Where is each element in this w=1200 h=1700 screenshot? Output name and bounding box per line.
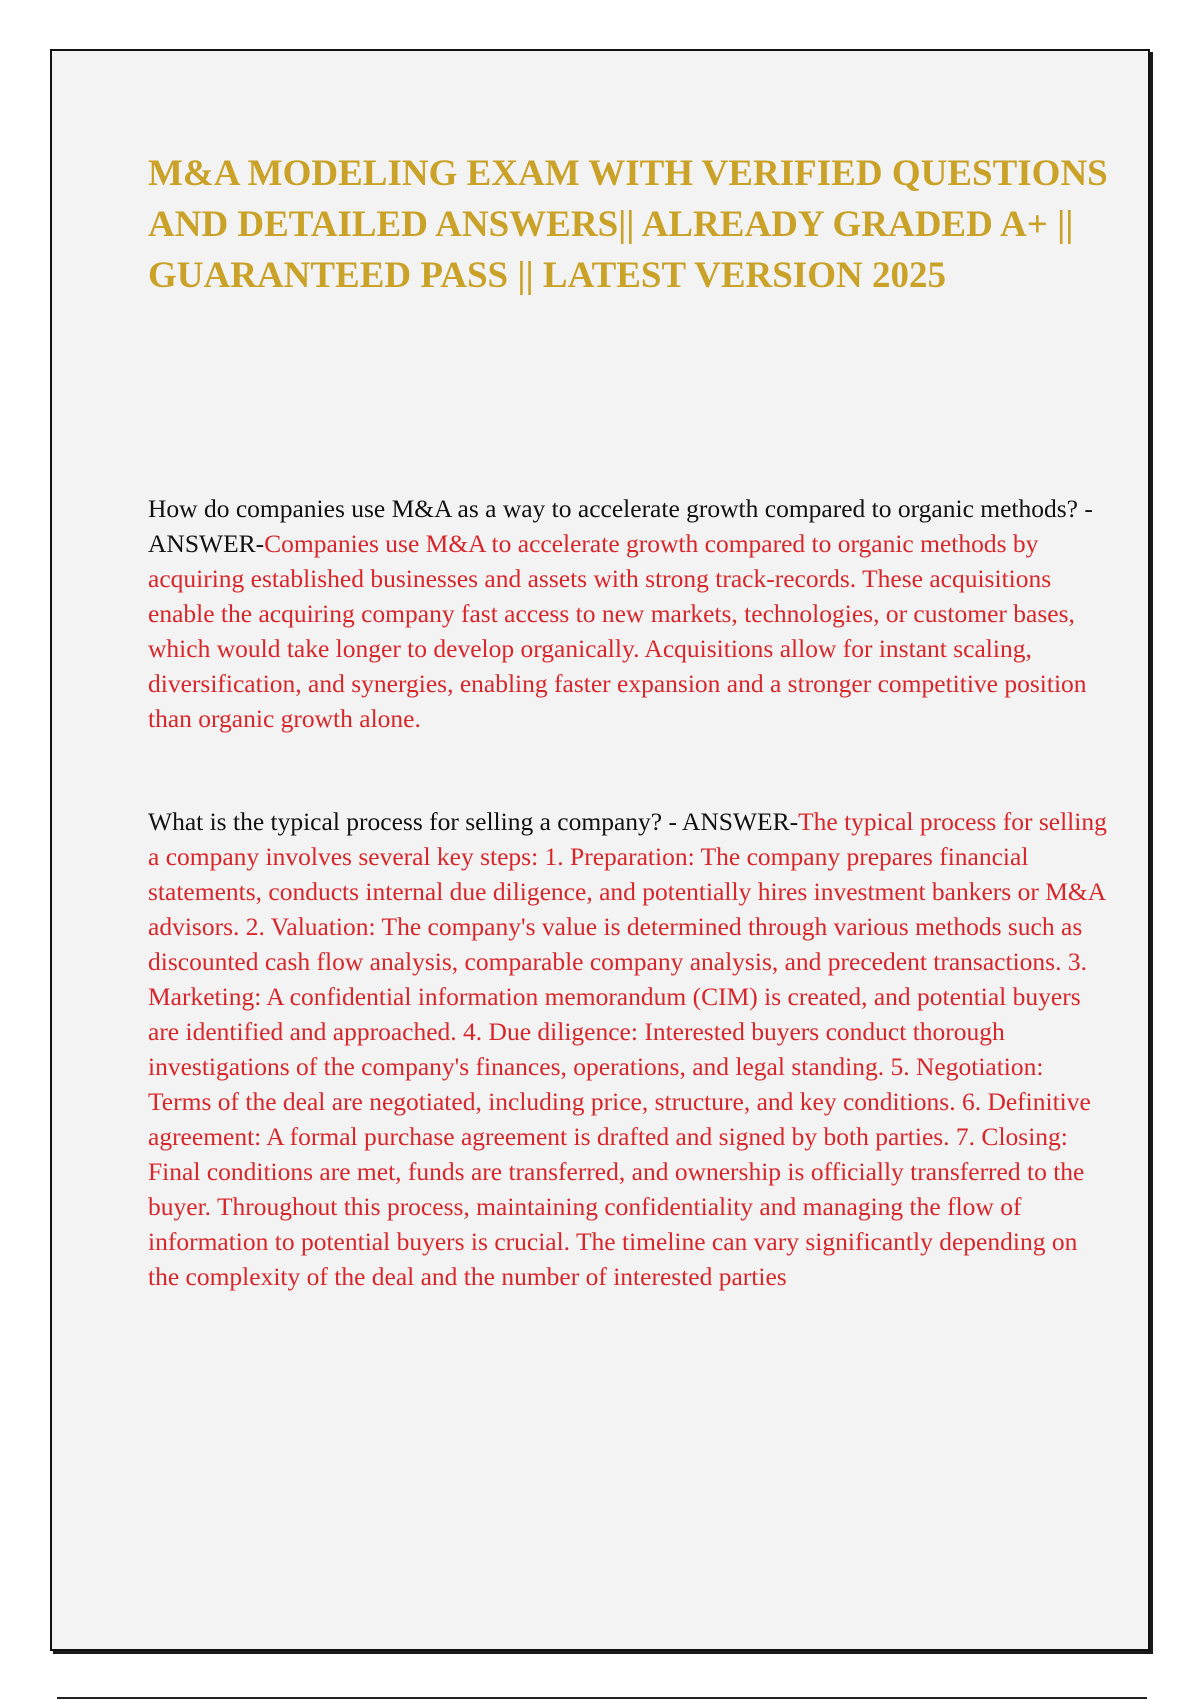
page-content xyxy=(148,148,1108,1294)
answer-text: The typical process for selling a company involves several key steps: 1. Preparation: The company prepares financial statements, conducts internal due diligence, and potentially hires investment bankers or M&A advisors. 2. Valuation: The company's value is determined through various methods such as discounted cash flow analysis, comparable company analysis, and precedent transactions. 3. Marketing: A confidential information memorandum (CIM) is created, and potential buyers are identified and approached. 4. Due diligence: Interested buyers conduct thorough investigations of the company's finances, operations, and legal standing. 5. Negotiation: Terms of the deal are negotiated, including price, structure, and key conditions. 6. Definitive agreement: A formal purchase agreement is drafted and signed by both parties. 7. Closing: Final conditions are met, funds are transferred, and ownership is officially transferred to the buyer. Throughout this process, maintaining confidentiality and managing the flow of information to potential buyers is crucial. The timeline can vary significantly depending on the complexity of the deal and the number of interested parties xyxy=(148,807,1107,1291)
next-page-top-border xyxy=(57,1697,1147,1699)
question-text: How do companies use M&A as a way to accelerate growth compared to organic methods? - ANSWER- xyxy=(148,494,1093,558)
answer-text: Companies use M&A to accelerate growth compared to organic methods by acquiring established businesses and assets with strong track-records. These acquisitions enable the acquiring company fast access to new markets, technologies, or customer bases, which would take longer to develop organically. Acquisitions allow for instant scaling, diversification, and synergies, enabling faster expansion and a stronger competitive position than organic growth alone. xyxy=(148,529,1087,733)
question-text: What is the typical process for selling a company? - ANSWER- xyxy=(148,807,799,836)
document-page xyxy=(50,49,1150,1651)
qa-item-growth xyxy=(148,491,1108,736)
qa-item-selling-process xyxy=(148,804,1108,1294)
document-title: M&A MODELING EXAM WITH VERIFIED QUESTIONS AND DETAILED ANSWERS|| ALREADY GRADED A+ || GUARANTEED PASS || LATEST VERSION 2025 xyxy=(148,153,1108,296)
